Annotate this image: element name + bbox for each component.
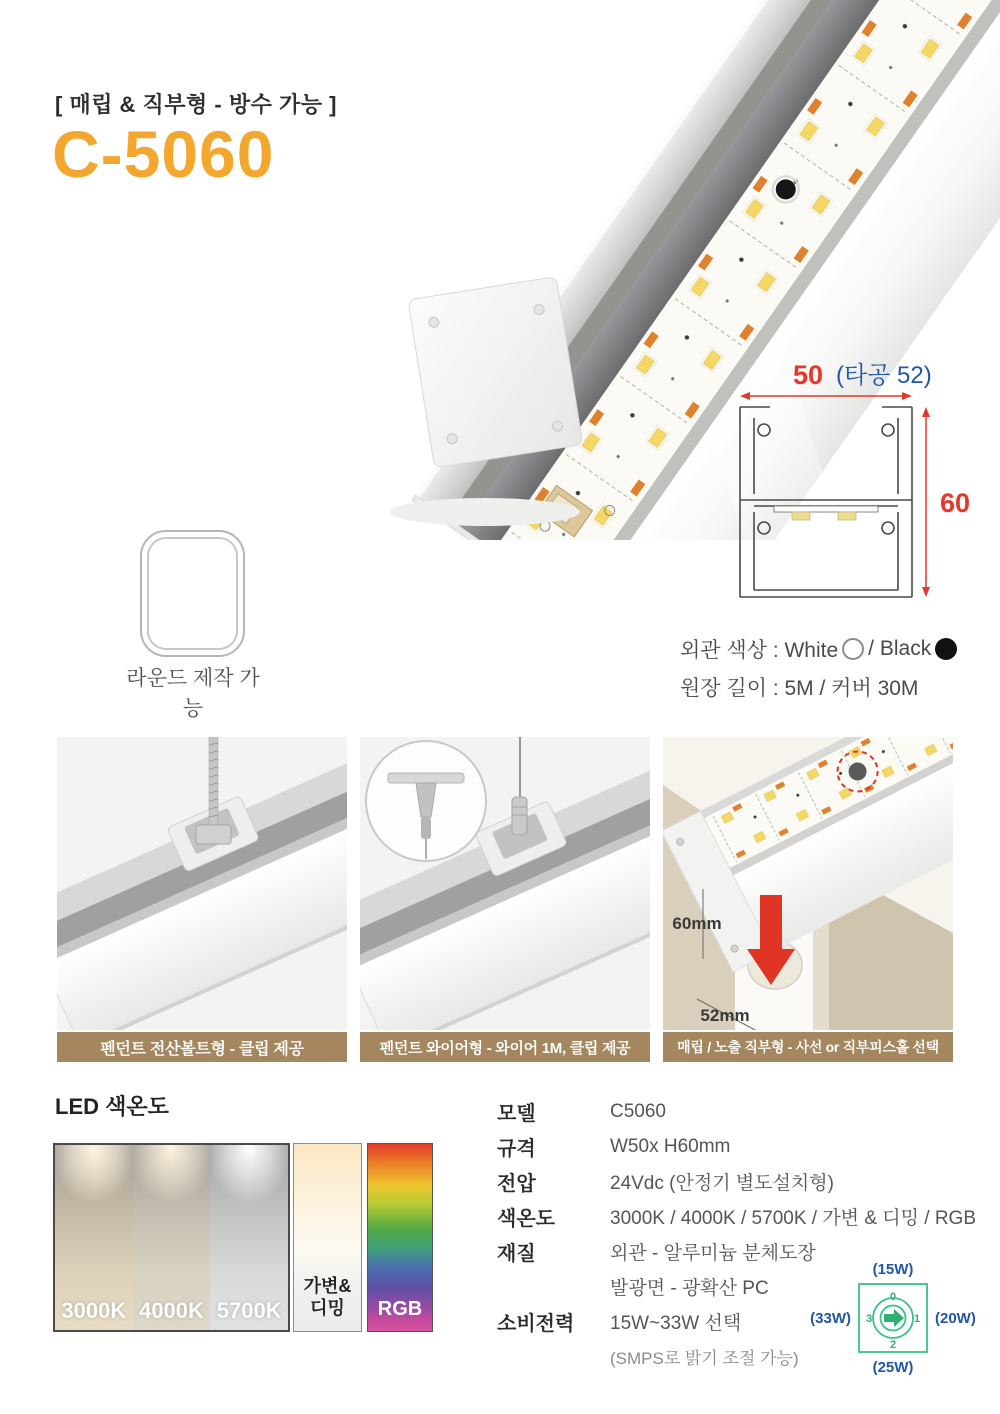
label-4000k: 4000K — [139, 1298, 204, 1323]
spec-label-power: 소비전력 — [497, 1313, 575, 1335]
spec-value-power: 15W~33W 선택 — [610, 1313, 742, 1334]
photo-pendant-rod — [57, 737, 347, 1030]
caption-pendant-wire: 펜던트 와이어형 - 와이어 1M, 클립 제공 — [360, 1032, 650, 1062]
black-circle-icon — [935, 638, 957, 660]
caption-pendant-rod: 펜던트 전산볼트형 - 클립 제공 — [57, 1032, 347, 1062]
finish-white-label: 외관 색상 : White — [680, 639, 839, 662]
dial-label-25w: (25W) — [872, 1359, 914, 1376]
rounded-square-icon — [140, 530, 245, 657]
end-cap — [408, 277, 583, 468]
spec-label-model: 모델 — [497, 1103, 536, 1125]
width-dimension-label: 50 — [792, 360, 824, 390]
stock-length-line: 원장 길이 : 5M / 커버 30M — [680, 677, 919, 700]
height-dimension-label: 60 — [940, 488, 971, 518]
cutout-dimension-label: (타공 52) — [836, 362, 932, 389]
spec-label-material: 재질 — [497, 1243, 536, 1265]
spec-value-model: C5060 — [610, 1100, 666, 1122]
rgb-panel — [367, 1143, 433, 1332]
beam-4000k — [133, 1145, 211, 1330]
finish-black-label: / Black — [868, 637, 932, 660]
recess-depth-label: 60mm — [672, 914, 722, 933]
profile-outline — [740, 407, 912, 597]
spec-label-cct: 색온도 — [497, 1208, 555, 1230]
rgb-label: RGB — [377, 1298, 423, 1320]
height-dimension-arrow — [922, 407, 930, 597]
cct-beam-photo — [53, 1143, 290, 1332]
round-option-caption: 라운드 제작 가능 — [126, 667, 260, 720]
cct-section-heading: LED 색온도 — [55, 1094, 169, 1119]
beam-5700k — [210, 1145, 288, 1330]
spec-value-cct: 3000K / 4000K / 5700K / 가변 & 디밍 / RGB — [610, 1208, 976, 1229]
end-cap-shadow — [390, 498, 580, 526]
label-5700k: 5700K — [216, 1298, 282, 1323]
dim-label-line1: 가변& — [303, 1276, 352, 1296]
caption-recessed-install: 매립 / 노출 직부형 - 사선 or 직부피스홀 선택 — [663, 1032, 953, 1062]
photo-recessed-install — [663, 737, 953, 1030]
dial-pos-0: 0 — [889, 1291, 897, 1303]
dial-arrow-icon — [884, 1309, 904, 1327]
cross-section-diagram — [690, 352, 995, 637]
cutout-width-label: 52mm — [700, 1006, 750, 1025]
dial-label-20w: (20W) — [935, 1310, 976, 1327]
beam-3000k — [55, 1145, 133, 1330]
finish-color-line — [680, 634, 957, 664]
dim-label-line2: 디밍 — [310, 1298, 345, 1318]
spec-value-voltage: 24Vdc (안정기 별도설치형) — [610, 1173, 834, 1194]
tunable-dimming-panel — [293, 1143, 362, 1332]
spec-label-size: 규격 — [497, 1138, 536, 1160]
power-dial-diagram — [795, 1256, 1000, 1406]
spec-power-note: (SMPS로 밝기 조절 가능) — [610, 1349, 799, 1368]
spec-label-voltage: 전압 — [497, 1173, 536, 1195]
led-bar — [774, 506, 878, 512]
hex-nut — [196, 825, 231, 844]
product-type-subtitle: [ 매립 & 직부형 - 방수 가능 ] — [55, 92, 337, 117]
spec-value-size: W50x H60mm — [610, 1135, 731, 1157]
white-circle-icon — [842, 638, 864, 660]
dial-pos-1: 1 — [913, 1313, 921, 1325]
width-dimension-arrow — [740, 392, 912, 400]
dial-label-33w: (33W) — [810, 1310, 851, 1327]
spec-value-material-2: 발광면 - 광확산 PC — [610, 1278, 769, 1299]
photo-pendant-wire — [360, 737, 650, 1030]
product-model-title: C-5060 — [52, 117, 275, 191]
dial-pos-3: 3 — [865, 1313, 873, 1325]
label-3000k: 3000K — [61, 1298, 127, 1323]
ceiling-fixing-inset — [366, 741, 486, 861]
led-pad-right — [838, 512, 856, 520]
spec-value-material-1: 외관 - 알루미늄 분체도장 — [610, 1243, 816, 1264]
led-pad-left — [792, 512, 810, 520]
dial-label-15w: (15W) — [872, 1261, 914, 1278]
dial-pos-2: 2 — [889, 1339, 897, 1351]
